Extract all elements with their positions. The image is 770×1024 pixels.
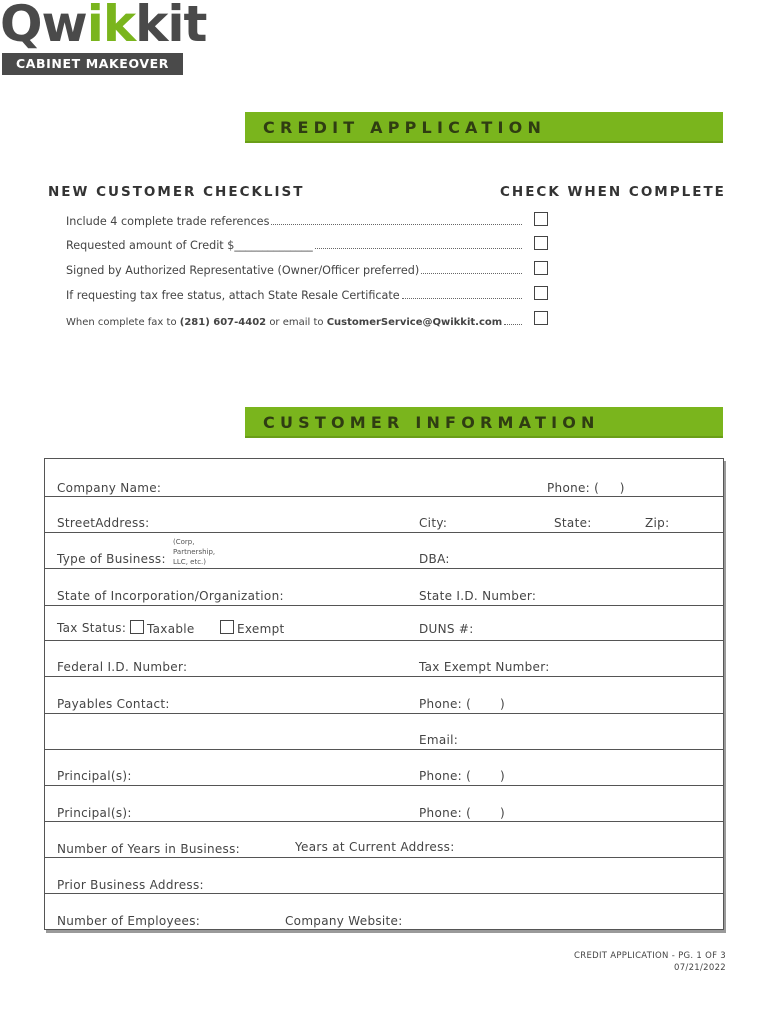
zip-field[interactable]: Zip: bbox=[645, 516, 670, 530]
fax-number: (281) 607-4402 bbox=[179, 317, 267, 328]
credit-application-banner bbox=[245, 112, 723, 143]
duns-field[interactable]: DUNS #: bbox=[419, 622, 474, 636]
checklist-checkbox-1[interactable] bbox=[534, 212, 548, 226]
company-name-field[interactable]: Company Name: bbox=[57, 481, 162, 495]
dba-field[interactable]: DBA: bbox=[419, 552, 450, 566]
principal-1-field[interactable]: Principal(s): bbox=[57, 769, 132, 783]
footer-date: 07/21/2022 bbox=[674, 963, 726, 973]
customer-information-banner bbox=[245, 407, 723, 438]
footer-page-number: CREDIT APPLICATION - PG. 1 OF 3 bbox=[574, 951, 726, 961]
number-of-employees-field[interactable]: Number of Employees: bbox=[57, 914, 201, 928]
type-of-business-field[interactable]: Type of Business: bbox=[57, 552, 166, 566]
checklist-item: Signed by Authorized Representative (Owner/Officer preferred) bbox=[66, 261, 522, 277]
years-in-business-field[interactable]: Number of Years in Business: bbox=[57, 842, 240, 856]
banner-title: CREDIT APPLICATION bbox=[263, 118, 547, 137]
company-phone-field[interactable]: Phone: ( ) bbox=[547, 481, 625, 495]
street-address-field[interactable]: StreetAddress: bbox=[57, 516, 150, 530]
principal-2-phone-field[interactable]: Phone: ( ) bbox=[419, 806, 505, 820]
exempt-label: Exempt bbox=[237, 622, 285, 636]
checklist-checkbox-2[interactable] bbox=[534, 236, 548, 250]
city-field[interactable]: City: bbox=[419, 516, 448, 530]
checklist-item-contact: When complete fax to (281) 607-4402 or email to CustomerService@Qwikkit.com bbox=[66, 312, 522, 328]
logo-wordmark: Qwikkit bbox=[0, 0, 207, 53]
tax-status-label: Tax Status: bbox=[57, 621, 127, 635]
tax-exempt-number-field[interactable]: Tax Exempt Number: bbox=[419, 660, 550, 674]
contact-email: CustomerService@Qwikkit.com bbox=[326, 317, 503, 328]
qwikkit-logo bbox=[0, 0, 207, 93]
taxable-label: Taxable bbox=[147, 622, 195, 636]
state-of-incorporation-field[interactable]: State of Incorporation/Organization: bbox=[57, 589, 284, 603]
years-at-address-field[interactable]: Years at Current Address: bbox=[295, 840, 455, 854]
principal-2-field[interactable]: Principal(s): bbox=[57, 806, 132, 820]
state-id-number-field[interactable]: State I.D. Number: bbox=[419, 589, 537, 603]
checklist-checkbox-5[interactable] bbox=[534, 311, 548, 325]
checklist-checkbox-3[interactable] bbox=[534, 261, 548, 275]
state-field[interactable]: State: bbox=[554, 516, 592, 530]
payables-contact-field[interactable]: Payables Contact: bbox=[57, 697, 170, 711]
federal-id-field[interactable]: Federal I.D. Number: bbox=[57, 660, 188, 674]
checklist-item: Requested amount of Credit $______________ bbox=[66, 236, 522, 252]
type-of-business-note: (Corp, Partnership, LLC, etc.) bbox=[173, 538, 216, 566]
payables-email-field[interactable]: Email: bbox=[419, 733, 459, 747]
principal-1-phone-field[interactable]: Phone: ( ) bbox=[419, 769, 505, 783]
payables-phone-field[interactable]: Phone: ( ) bbox=[419, 697, 505, 711]
customer-info-form bbox=[44, 458, 724, 930]
banner-title: CUSTOMER INFORMATION bbox=[263, 413, 600, 432]
checklist-item: If requesting tax free status, attach State Resale Certificate bbox=[66, 286, 522, 302]
checklist-title: NEW CUSTOMER CHECKLIST bbox=[48, 184, 305, 200]
logo-tagline: CABINET MAKEOVER KITS bbox=[2, 53, 183, 75]
prior-business-address-field[interactable]: Prior Business Address: bbox=[57, 878, 204, 892]
check-complete-title: CHECK WHEN COMPLETE bbox=[500, 184, 726, 200]
checklist-checkbox-4[interactable] bbox=[534, 286, 548, 300]
company-website-field[interactable]: Company Website: bbox=[285, 914, 403, 928]
exempt-checkbox[interactable] bbox=[220, 620, 234, 634]
taxable-checkbox[interactable] bbox=[130, 620, 144, 634]
checklist-item: Include 4 complete trade references bbox=[66, 212, 522, 228]
